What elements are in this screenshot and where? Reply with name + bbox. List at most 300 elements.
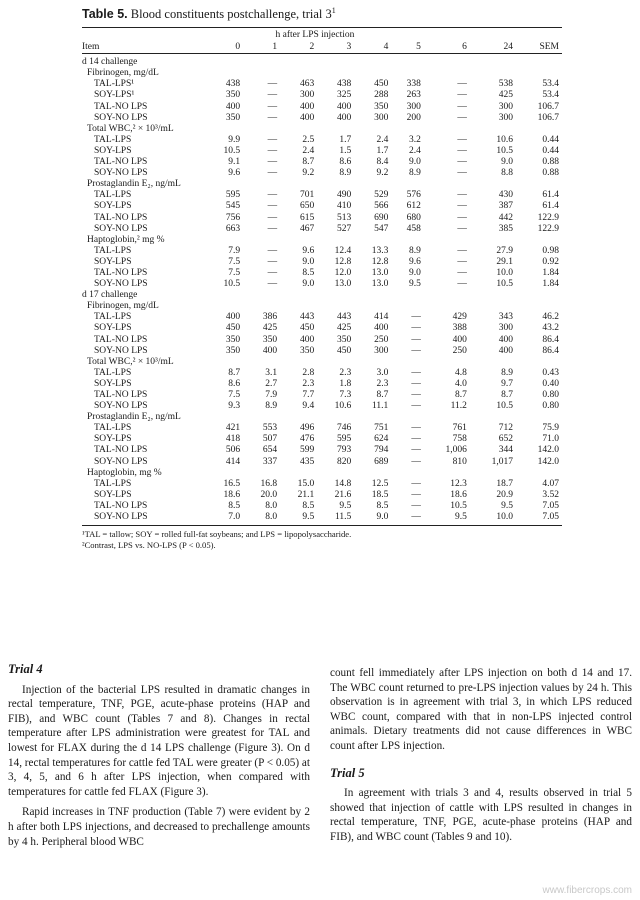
table-cell: 450 — [337, 345, 352, 356]
table-cell: 654 — [262, 445, 278, 456]
table-cell: 595 — [337, 434, 352, 445]
table-cell: 7.05 — [542, 500, 559, 511]
table-cell: 2.3 — [376, 378, 389, 389]
table-cell: 1.84 — [542, 279, 559, 290]
table-cell: 612 — [406, 201, 421, 212]
table-cell: 53.4 — [542, 90, 559, 101]
table-cell: 624 — [374, 434, 389, 445]
table-cell: 0.88 — [542, 157, 559, 168]
table-cell: 8.7 — [228, 367, 241, 378]
table-cell: — — [411, 401, 421, 412]
row-label: SOY-LPS — [94, 201, 132, 212]
table-cell: 18.5 — [371, 489, 389, 500]
table-cell: 7.3 — [339, 390, 352, 400]
table-cell: 3.2 — [409, 134, 421, 145]
table-cell: 300 — [498, 101, 513, 112]
table-row — [82, 490, 562, 501]
table-group-row — [82, 468, 562, 479]
table-cell: 200 — [406, 112, 421, 123]
row-label: SOY-NO LPS — [94, 345, 148, 356]
table-cell: 18.7 — [496, 478, 513, 489]
table-cell: 250 — [452, 345, 467, 356]
table-cell: 442 — [498, 212, 513, 223]
table-cell: — — [267, 157, 278, 168]
table-cell: 746 — [337, 423, 352, 434]
table-cell: — — [411, 456, 421, 467]
table-cell: — — [411, 334, 421, 345]
table-cell: 12.4 — [334, 245, 352, 256]
table-group-row — [82, 235, 562, 246]
table-row — [82, 201, 562, 212]
spanner-header: h after LPS injection — [275, 30, 355, 40]
table-cell: 386 — [262, 312, 278, 323]
table-cell: 12.8 — [334, 256, 352, 267]
table-cell: 0.92 — [542, 256, 559, 267]
table-cell: 599 — [299, 445, 315, 456]
table-cell: 13.0 — [371, 267, 389, 278]
table-cell: — — [267, 134, 278, 145]
table-cell: 793 — [337, 445, 352, 456]
table-cell: 1,006 — [445, 445, 467, 456]
table-cell: 8.7 — [455, 390, 467, 400]
table-cell: 0.88 — [542, 168, 559, 179]
table-cell: 438 — [337, 79, 352, 90]
table-cell: — — [267, 168, 278, 179]
table-row — [82, 457, 562, 468]
table-cell: 12.0 — [334, 267, 352, 278]
table-cell: 414 — [225, 456, 241, 467]
row-label: TAL-NO LPS — [94, 157, 148, 168]
table-cell: — — [457, 267, 467, 278]
table-group-row — [82, 357, 562, 368]
table-cell: — — [457, 190, 467, 201]
table-cell: — — [267, 190, 278, 201]
table-row — [82, 213, 562, 224]
table-cell: 10.6 — [496, 134, 513, 145]
table-cell: 8.7 — [501, 390, 513, 400]
table-row — [82, 335, 562, 346]
column-header: SEM — [539, 42, 559, 53]
watermark-text: www.fibercrops.com — [542, 885, 632, 896]
table-cell: 10.5 — [223, 279, 241, 290]
table-cell: — — [457, 223, 467, 234]
column-header: 3 — [346, 42, 352, 53]
table-cell: 12.8 — [371, 256, 389, 267]
table-cell: — — [457, 168, 467, 179]
table-cell: 11.2 — [450, 401, 467, 412]
table-cell: 300 — [498, 323, 513, 334]
row-label: SOY-NO LPS — [94, 456, 148, 467]
table-cell: 3.0 — [376, 367, 389, 378]
table-cell: 1.84 — [542, 267, 559, 278]
table-cell: 9.9 — [228, 134, 241, 145]
row-label: SOY-NO LPS — [94, 401, 148, 412]
table-cell: — — [457, 112, 467, 123]
table-cell: 414 — [374, 312, 389, 323]
group-label: Prostaglandin E₂, ng/mL — [87, 412, 181, 423]
table-cell: — — [457, 279, 467, 290]
column-header: 2 — [309, 42, 315, 53]
table-row — [82, 79, 562, 90]
group-label: Total WBC,² × 10³/mL — [87, 356, 174, 367]
table-caption: Blood constituents postchallenge, trial 3 — [127, 7, 332, 22]
column-header-row — [82, 42, 562, 54]
table-cell: 9.0 — [376, 512, 389, 523]
table-cell: 650 — [299, 201, 315, 212]
table-cell: 2.4 — [409, 145, 421, 156]
table-cell: 0.80 — [542, 390, 559, 400]
table-row — [82, 479, 562, 490]
table-cell: 21.6 — [334, 489, 352, 500]
table-cell: 663 — [225, 223, 241, 234]
table-cell: 1.8 — [339, 378, 352, 389]
table-cell: 496 — [299, 423, 315, 434]
row-label: SOY-NO LPS — [94, 168, 148, 179]
table-cell: 0.43 — [542, 367, 559, 378]
table-cell: — — [267, 201, 278, 212]
table-cell: — — [267, 256, 278, 267]
table-cell: 9.0 — [302, 279, 315, 290]
table-number: Table 5. — [82, 7, 128, 22]
table-cell: 8.0 — [265, 500, 278, 511]
table-cell: 2.4 — [376, 134, 389, 145]
table-cell: 9.5 — [455, 512, 467, 523]
table-cell: 8.9 — [339, 168, 352, 179]
table-row — [82, 368, 562, 379]
table-cell: 3.52 — [542, 489, 559, 500]
table-row — [82, 146, 562, 157]
row-label: SOY-NO LPS — [94, 512, 148, 523]
table-cell: 418 — [225, 434, 241, 445]
table-row — [82, 279, 562, 290]
table-cell: — — [457, 157, 467, 168]
column-header: 1 — [272, 42, 278, 53]
table-cell: 10.5 — [496, 145, 513, 156]
table-cell: 8.5 — [302, 267, 315, 278]
table-cell: — — [267, 101, 278, 112]
row-label: SOY-NO LPS — [94, 223, 148, 234]
table-top-rule — [82, 27, 562, 28]
table-cell: 8.9 — [501, 367, 513, 378]
table-row — [82, 224, 562, 235]
table-cell: 0.80 — [542, 401, 559, 412]
table-cell: 385 — [498, 223, 513, 234]
table-cell: 1.7 — [376, 145, 389, 156]
table-cell: 8.5 — [228, 500, 241, 511]
table-cell: 7.9 — [228, 245, 241, 256]
row-label: TAL-NO LPS — [94, 267, 148, 278]
table-cell: 75.9 — [542, 423, 559, 434]
table-cell: 529 — [374, 190, 389, 201]
table-cell: 652 — [498, 434, 513, 445]
table-cell: 430 — [498, 190, 513, 201]
table-cell: 8.8 — [501, 168, 513, 179]
table-cell: 61.4 — [542, 201, 559, 212]
table-row — [82, 102, 562, 113]
table-cell: — — [267, 223, 278, 234]
table-cell: 8.7 — [376, 390, 389, 400]
table-cell: — — [411, 390, 421, 400]
table-cell: — — [457, 245, 467, 256]
table-cell: 12.3 — [450, 478, 467, 489]
table-cell: 2.7 — [265, 378, 278, 389]
table-cell: 387 — [498, 201, 513, 212]
table-cell: 8.7 — [302, 157, 315, 168]
table-cell: — — [267, 79, 278, 90]
table-cell: 8.5 — [376, 500, 389, 511]
table-cell: 20.9 — [496, 489, 513, 500]
table-cell: — — [411, 434, 421, 445]
spanner-row — [82, 30, 562, 42]
table-row — [82, 257, 562, 268]
row-label: TAL-NO LPS — [94, 445, 148, 456]
table-cell: 337 — [262, 456, 278, 467]
table-cell: 7.5 — [228, 390, 241, 400]
table-cell: 689 — [374, 456, 389, 467]
table-cell: 758 — [452, 434, 467, 445]
table-cell: — — [267, 245, 278, 256]
table-cell: 15.0 — [297, 478, 315, 489]
table-cell: 13.0 — [334, 279, 352, 290]
table-cell: 7.05 — [542, 512, 559, 523]
table-cell: 761 — [452, 423, 467, 434]
table-cell: 2.3 — [302, 378, 315, 389]
table-cell: — — [411, 367, 421, 378]
table-cell: 513 — [337, 212, 352, 223]
trial4-paragraph-1: Injection of the bacterial LPS resulted in dramatic changes in rectal temperature, TNF, PGE, acute-phase proteins (HAP and FIB), and WBC count (Tables 7 and 8). Changes in rectal temperature after LPS administration were greatest for TAL and lowest for FLAX during the d 14 LPS challenge (Figure 3). On d 14, rectal temperatures for cattle fed TAL were greater (P < 0.05) at 3, 4, 5, and 6 h after LPS injection, when compared with temperatures for cattle fed FLAX (Figure 3). — [8, 683, 310, 798]
table-cell: 350 — [225, 345, 241, 356]
table-cell: 553 — [262, 423, 278, 434]
table-cell: — — [411, 378, 421, 389]
row-label: TAL-LPS — [94, 134, 132, 145]
table-cell: 450 — [299, 323, 315, 334]
table-cell: 142.0 — [537, 445, 559, 456]
table-cell: 9.3 — [228, 401, 241, 412]
table-group-row — [82, 179, 562, 190]
table-cell: 435 — [299, 456, 315, 467]
table-cell: 20.0 — [260, 489, 278, 500]
table-cell: 9.0 — [409, 157, 421, 168]
table-cell: — — [411, 312, 421, 323]
row-label: SOY-LPS — [94, 489, 132, 500]
data-table — [82, 30, 562, 523]
table-cell: 300 — [498, 112, 513, 123]
table-cell: 566 — [374, 201, 389, 212]
table-cell: 2.8 — [302, 367, 315, 378]
table-cell: — — [267, 279, 278, 290]
table-cell: 10.5 — [496, 279, 513, 290]
table-cell: 350 — [225, 90, 241, 101]
table-cell: 18.6 — [450, 489, 467, 500]
table-row — [82, 512, 562, 523]
right-column — [330, 666, 632, 851]
table-row — [82, 379, 562, 390]
table-cell: 820 — [337, 456, 352, 467]
table-cell: 16.5 — [223, 478, 241, 489]
section-label: d 17 challenge — [82, 290, 138, 301]
table-bottom-rule — [82, 525, 562, 526]
table-cell: 10.5 — [223, 145, 241, 156]
table-cell: 1,017 — [491, 456, 513, 467]
table-cell: 350 — [337, 334, 352, 345]
table-cell: 410 — [337, 201, 352, 212]
table-cell: 458 — [406, 223, 421, 234]
table-row — [82, 113, 562, 124]
table-cell: 8.6 — [228, 378, 241, 389]
footnote-2: ²Contrast, LPS vs. NO-LPS (P < 0.05). — [82, 540, 216, 550]
table-cell: — — [457, 256, 467, 267]
table-cell: 9.6 — [302, 245, 315, 256]
table-cell: 400 — [374, 323, 389, 334]
table-cell: 400 — [225, 312, 241, 323]
table-cell: 1.5 — [339, 145, 352, 156]
table-cell: 400 — [262, 345, 278, 356]
table-cell: 9.2 — [302, 168, 315, 179]
table-cell: — — [411, 489, 421, 500]
table-cell: 8.5 — [302, 500, 315, 511]
table-cell: 400 — [498, 334, 513, 345]
table-cell: — — [411, 345, 421, 356]
table-cell: 450 — [374, 79, 389, 90]
table-cell: — — [267, 267, 278, 278]
table-row — [82, 346, 562, 357]
table-cell: 350 — [225, 334, 241, 345]
table-cell: 425 — [337, 323, 352, 334]
row-label: SOY-LPS — [94, 434, 132, 445]
table-cell: — — [457, 90, 467, 101]
table-cell: 8.9 — [409, 245, 421, 256]
table-cell: 4.0 — [455, 378, 467, 389]
table-cell: 9.7 — [501, 378, 513, 389]
table-row — [82, 246, 562, 257]
row-label: SOY-LPS — [94, 378, 132, 389]
group-label: Fibrinogen, mg/dL — [87, 301, 159, 312]
table-cell: 421 — [225, 423, 241, 434]
table-cell: 443 — [337, 312, 352, 323]
table-cell: — — [267, 112, 278, 123]
table-cell: — — [411, 478, 421, 489]
column-header: 4 — [383, 42, 389, 53]
table-cell: 595 — [225, 190, 241, 201]
table-cell: 43.2 — [542, 323, 559, 334]
group-label: Prostaglandin E₂, ng/mL — [87, 179, 181, 190]
table-cell: 476 — [299, 434, 315, 445]
table-row — [82, 135, 562, 146]
table-cell: 0.44 — [542, 145, 559, 156]
table-cell: 701 — [299, 190, 315, 201]
row-label: TAL-LPS — [94, 423, 132, 434]
table-cell: 400 — [337, 101, 352, 112]
table-cell: 429 — [452, 312, 467, 323]
table-cell: 10.5 — [450, 500, 467, 511]
table-cell: 8.4 — [376, 157, 389, 168]
table-cell: 4.8 — [455, 367, 467, 378]
table-cell: 18.6 — [223, 489, 241, 500]
row-label: TAL-LPS — [94, 245, 132, 256]
table-row — [82, 390, 562, 401]
table-cell: — — [267, 212, 278, 223]
table-row — [82, 90, 562, 101]
table-cell: 338 — [406, 79, 421, 90]
table-group-row — [82, 412, 562, 423]
table-cell: 712 — [498, 423, 513, 434]
table-cell: 9.1 — [228, 157, 241, 168]
item-header: Item — [82, 42, 100, 53]
table-cell: 400 — [337, 112, 352, 123]
table-cell: 680 — [406, 212, 421, 223]
table-cell: 9.4 — [302, 401, 315, 412]
row-label: SOY-NO LPS — [94, 112, 148, 123]
row-label: TAL-LPS¹ — [94, 79, 135, 90]
table-cell: 400 — [498, 345, 513, 356]
trial4-paragraph-3: count fell immediately after LPS injection on both d 14 and 17. The WBC count returned to pre-LPS injection values by 24 h. This observation is in agreement with trial 3, in which LPS reduced WBC count, compared with that in non-LPS injected control animals. Dietary treatments did not cause differences in WBC count after LPS injection. — [330, 667, 632, 752]
table-cell: 10.5 — [496, 401, 513, 412]
table-cell: 7.7 — [302, 390, 315, 400]
table-cell: 13.0 — [371, 279, 389, 290]
table-title — [82, 6, 336, 22]
footnote-1: ¹TAL = tallow; SOY = rolled full-fat soybeans; and LPS = lipopolysaccharide. — [82, 529, 352, 539]
table-cell: 9.5 — [302, 512, 315, 523]
table-cell: 400 — [225, 101, 241, 112]
table-cell: 300 — [374, 112, 389, 123]
table-cell: 86.4 — [542, 345, 559, 356]
table-cell: 8.0 — [265, 512, 278, 523]
table-cell: 344 — [498, 445, 513, 456]
table-cell: 10.0 — [496, 267, 513, 278]
row-label: SOY-LPS — [94, 256, 132, 267]
row-label: TAL-LPS — [94, 367, 132, 378]
table-cell: 350 — [374, 101, 389, 112]
table-cell: 467 — [299, 223, 315, 234]
table-cell: 450 — [225, 323, 241, 334]
table-cell: 106.7 — [537, 101, 559, 112]
table-row — [82, 190, 562, 201]
left-column — [8, 662, 310, 855]
table-cell: 490 — [337, 190, 352, 201]
table-cell: 425 — [262, 323, 278, 334]
row-label: SOY-LPS — [94, 145, 132, 156]
table-cell: 8.6 — [339, 157, 352, 168]
table-cell: 0.44 — [542, 134, 559, 145]
table-cell: 288 — [374, 90, 389, 101]
row-label: TAL-NO LPS — [94, 500, 148, 511]
table-row — [82, 323, 562, 334]
table-cell: 263 — [406, 90, 421, 101]
table-cell: 756 — [225, 212, 241, 223]
group-label: Fibrinogen, mg/dL — [87, 68, 159, 79]
table-cell: 343 — [498, 312, 513, 323]
table-cell: 810 — [452, 456, 467, 467]
table-cell: 13.3 — [371, 245, 389, 256]
table-cell: 9.5 — [501, 500, 513, 511]
row-label: TAL-NO LPS — [94, 334, 148, 345]
table-cell: 300 — [406, 101, 421, 112]
table-cell: — — [457, 212, 467, 223]
row-label: TAL-LPS — [94, 190, 132, 201]
table-cell: 506 — [225, 445, 241, 456]
table-cell: 2.3 — [339, 367, 352, 378]
column-header: 5 — [416, 42, 421, 53]
table-cell: 751 — [374, 423, 389, 434]
table-cell: 425 — [498, 90, 513, 101]
table-row — [82, 157, 562, 168]
table-cell: 350 — [299, 345, 315, 356]
table-group-row — [82, 68, 562, 79]
table-cell: 12.5 — [371, 478, 389, 489]
table-cell: 443 — [299, 312, 315, 323]
table-title-footnote-mark: 1 — [331, 6, 336, 15]
table-cell: 538 — [498, 79, 513, 90]
